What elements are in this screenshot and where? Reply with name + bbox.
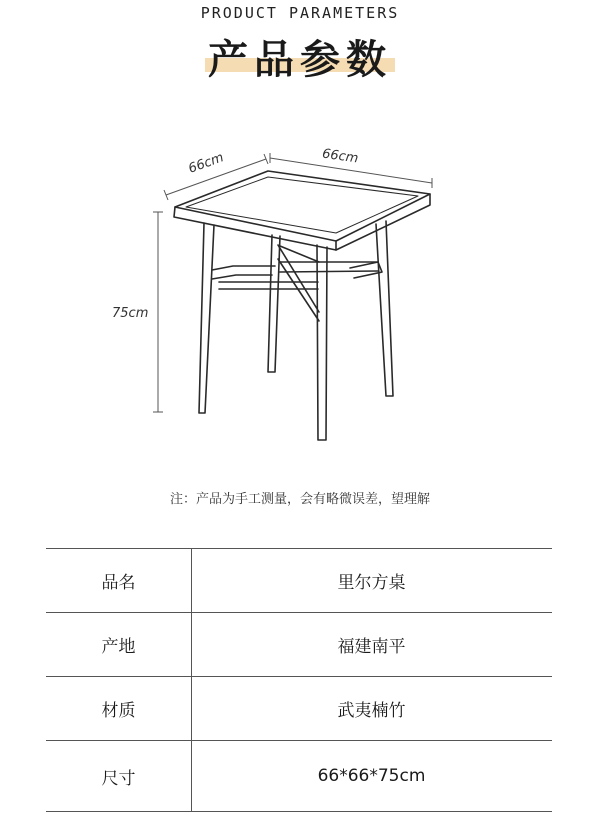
table-line-drawing (0, 130, 600, 460)
spec-value: 福建南平 (337, 637, 406, 657)
depth-dimension-label: 66cm (186, 150, 226, 177)
spec-row-origin (46, 612, 552, 676)
column-divider (191, 741, 192, 811)
spec-row-size (46, 740, 552, 812)
spec-table (46, 548, 552, 812)
column-divider (191, 549, 192, 612)
spec-value: 里尔方桌 (337, 573, 406, 593)
column-divider (191, 613, 192, 676)
spec-key: 品名 (101, 573, 136, 593)
spec-key: 材质 (101, 701, 136, 721)
measurement-note: 注：产品为手工测量，会有略微误差，望理解 (169, 492, 430, 507)
column-divider (191, 677, 192, 740)
spec-key: 尺寸 (101, 768, 136, 789)
spec-row-material (46, 676, 552, 740)
title-wrap (0, 28, 600, 85)
subtitle-en: PRODUCT PARAMETERS (200, 4, 400, 22)
spec-row-name (46, 548, 552, 612)
page-title: 产品参数 (208, 37, 392, 83)
spec-key: 产地 (101, 637, 136, 657)
width-dimension-label: 66cm (321, 146, 360, 167)
spec-value: 66*66*75cm (317, 766, 426, 786)
spec-value: 武夷楠竹 (337, 701, 406, 721)
height-dimension-label: 75cm (112, 306, 149, 321)
